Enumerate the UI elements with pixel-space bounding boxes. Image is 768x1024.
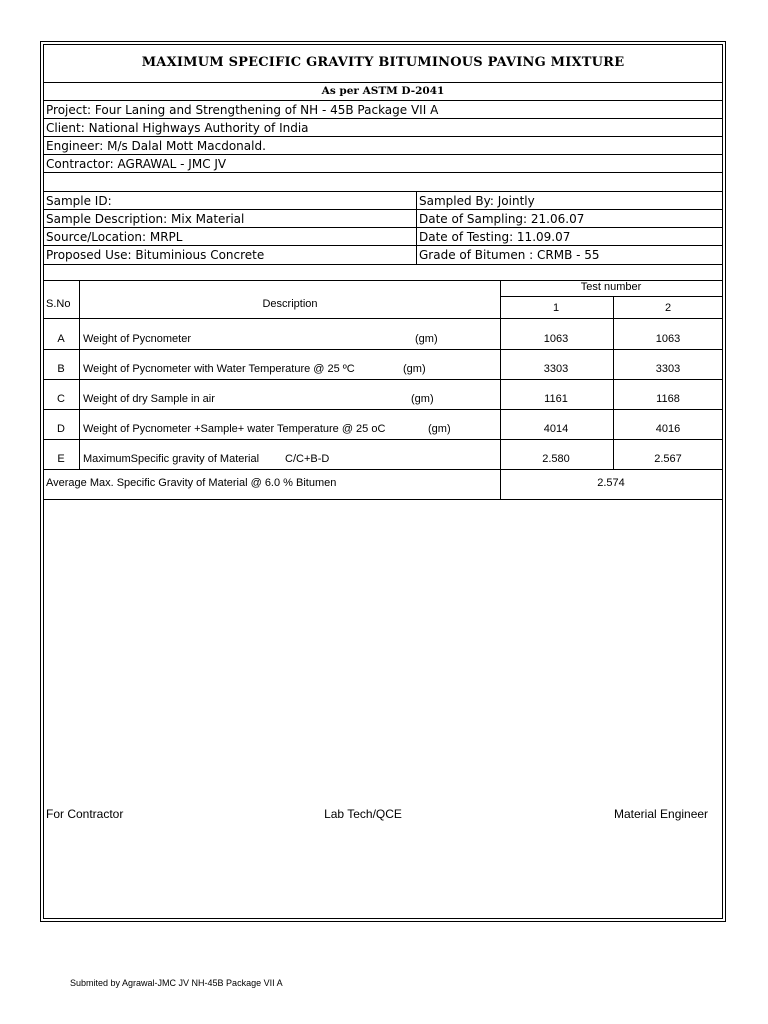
rule-subtitle bbox=[43, 100, 723, 101]
signature-contractor: For Contractor bbox=[46, 807, 124, 821]
rule-average bbox=[43, 499, 723, 500]
rule-sample-2 bbox=[43, 227, 723, 228]
engineer-line: Engineer: M/s Dalal Mott Macdonald. bbox=[46, 139, 266, 153]
client-line: Client: National Highways Authority of India bbox=[46, 121, 309, 135]
date-of-testing: Date of Testing: 11.09.07 bbox=[419, 230, 571, 244]
page-subtitle: As per ASTM D-2041 bbox=[321, 85, 445, 97]
header-sno: S.No bbox=[46, 298, 71, 310]
project-line: Project: Four Laning and Strengthening of NH - 45B Package VII A bbox=[46, 103, 439, 117]
table-row-value-1: 4014 bbox=[543, 423, 569, 435]
table-row-value-2: 1168 bbox=[656, 393, 680, 405]
average-value: 2.574 bbox=[597, 477, 625, 489]
rule-sample-bottom bbox=[43, 264, 723, 265]
rule-row-c bbox=[43, 409, 723, 410]
sample-id: Sample ID: bbox=[46, 194, 112, 208]
table-row-sno: D bbox=[57, 423, 65, 435]
rule-sample-3 bbox=[43, 245, 723, 246]
rule-row-b bbox=[43, 379, 723, 380]
sample-description: Sample Description: Mix Material bbox=[46, 212, 245, 226]
table-row-description: Weight of Pycnometer with Water Temperature @ 25 ºC bbox=[83, 363, 355, 375]
table-row-sno: A bbox=[57, 333, 65, 345]
table-row-description: Weight of Pycnometer +Sample+ water Temperature @ 25 oC bbox=[83, 423, 386, 435]
rule-contractor bbox=[43, 172, 723, 173]
table-row-value-1: 2.580 bbox=[542, 453, 570, 465]
rule-test-number bbox=[500, 296, 723, 297]
page-title: MAXIMUM SPECIFIC GRAVITY BITUMINOUS PAVING MIXTURE bbox=[141, 55, 625, 70]
table-row-value-2: 3303 bbox=[655, 363, 681, 375]
table-row-value-1: 3303 bbox=[543, 363, 569, 375]
header-description: Description bbox=[262, 298, 318, 310]
table-row-formula: C/C+B-D bbox=[285, 453, 330, 465]
rule-row-e bbox=[43, 469, 723, 470]
table-row-description: Weight of Pycnometer bbox=[83, 333, 192, 345]
rule-col-test1 bbox=[613, 296, 614, 469]
table-row-unit: (gm) bbox=[403, 363, 426, 375]
signature-engineer: Material Engineer bbox=[614, 807, 709, 821]
table-row-value-2: 1063 bbox=[655, 333, 681, 345]
header-test-2: 2 bbox=[664, 302, 672, 314]
table-row-sno: C bbox=[57, 393, 65, 405]
proposed-use: Proposed Use: Bituminious Concrete bbox=[46, 248, 265, 262]
table-row-value-1: 1161 bbox=[544, 393, 568, 405]
rule-row-d bbox=[43, 439, 723, 440]
rule-col-sno bbox=[79, 280, 80, 469]
sampled-by: Sampled By: Jointly bbox=[419, 194, 535, 208]
rule-header-bottom bbox=[43, 318, 723, 319]
rule-sample-1 bbox=[43, 209, 723, 210]
rule-client bbox=[43, 136, 723, 137]
average-label: Average Max. Specific Gravity of Material @ 6.0 % Bitumen bbox=[46, 477, 337, 489]
table-row-value-2: 2.567 bbox=[654, 453, 682, 465]
rule-sample-top bbox=[43, 191, 723, 192]
grade-of-bitumen: Grade of Bitumen : CRMB - 55 bbox=[419, 248, 600, 262]
table-row-unit: (gm) bbox=[411, 393, 434, 405]
table-row-sno: E bbox=[57, 453, 65, 465]
footer-submitted-by: Submited by Agrawal-JMC JV NH-45B Package VII A bbox=[70, 978, 283, 988]
header-test-number: Test number bbox=[580, 281, 642, 293]
rule-project bbox=[43, 118, 723, 119]
table-row-description: MaximumSpecific gravity of Material bbox=[83, 453, 260, 465]
rule-sample-divider bbox=[416, 191, 417, 264]
rule-col-desc bbox=[500, 280, 501, 499]
table-row-unit: (gm) bbox=[415, 333, 438, 345]
table-row-unit: (gm) bbox=[428, 423, 451, 435]
table-row-value-2: 4016 bbox=[655, 423, 681, 435]
source-location: Source/Location: MRPL bbox=[46, 230, 183, 244]
table-row-description: Weight of dry Sample in air bbox=[83, 393, 215, 405]
rule-engineer bbox=[43, 154, 723, 155]
date-of-sampling: Date of Sampling: 21.06.07 bbox=[419, 212, 585, 226]
table-row-sno: B bbox=[57, 363, 65, 375]
contractor-line: Contractor: AGRAWAL - JMC JV bbox=[46, 157, 227, 171]
table-row-value-1: 1063 bbox=[543, 333, 569, 345]
header-test-1: 1 bbox=[552, 302, 560, 314]
signature-lab: Lab Tech/QCE bbox=[324, 807, 402, 821]
rule-title bbox=[43, 82, 723, 83]
rule-row-a bbox=[43, 349, 723, 350]
